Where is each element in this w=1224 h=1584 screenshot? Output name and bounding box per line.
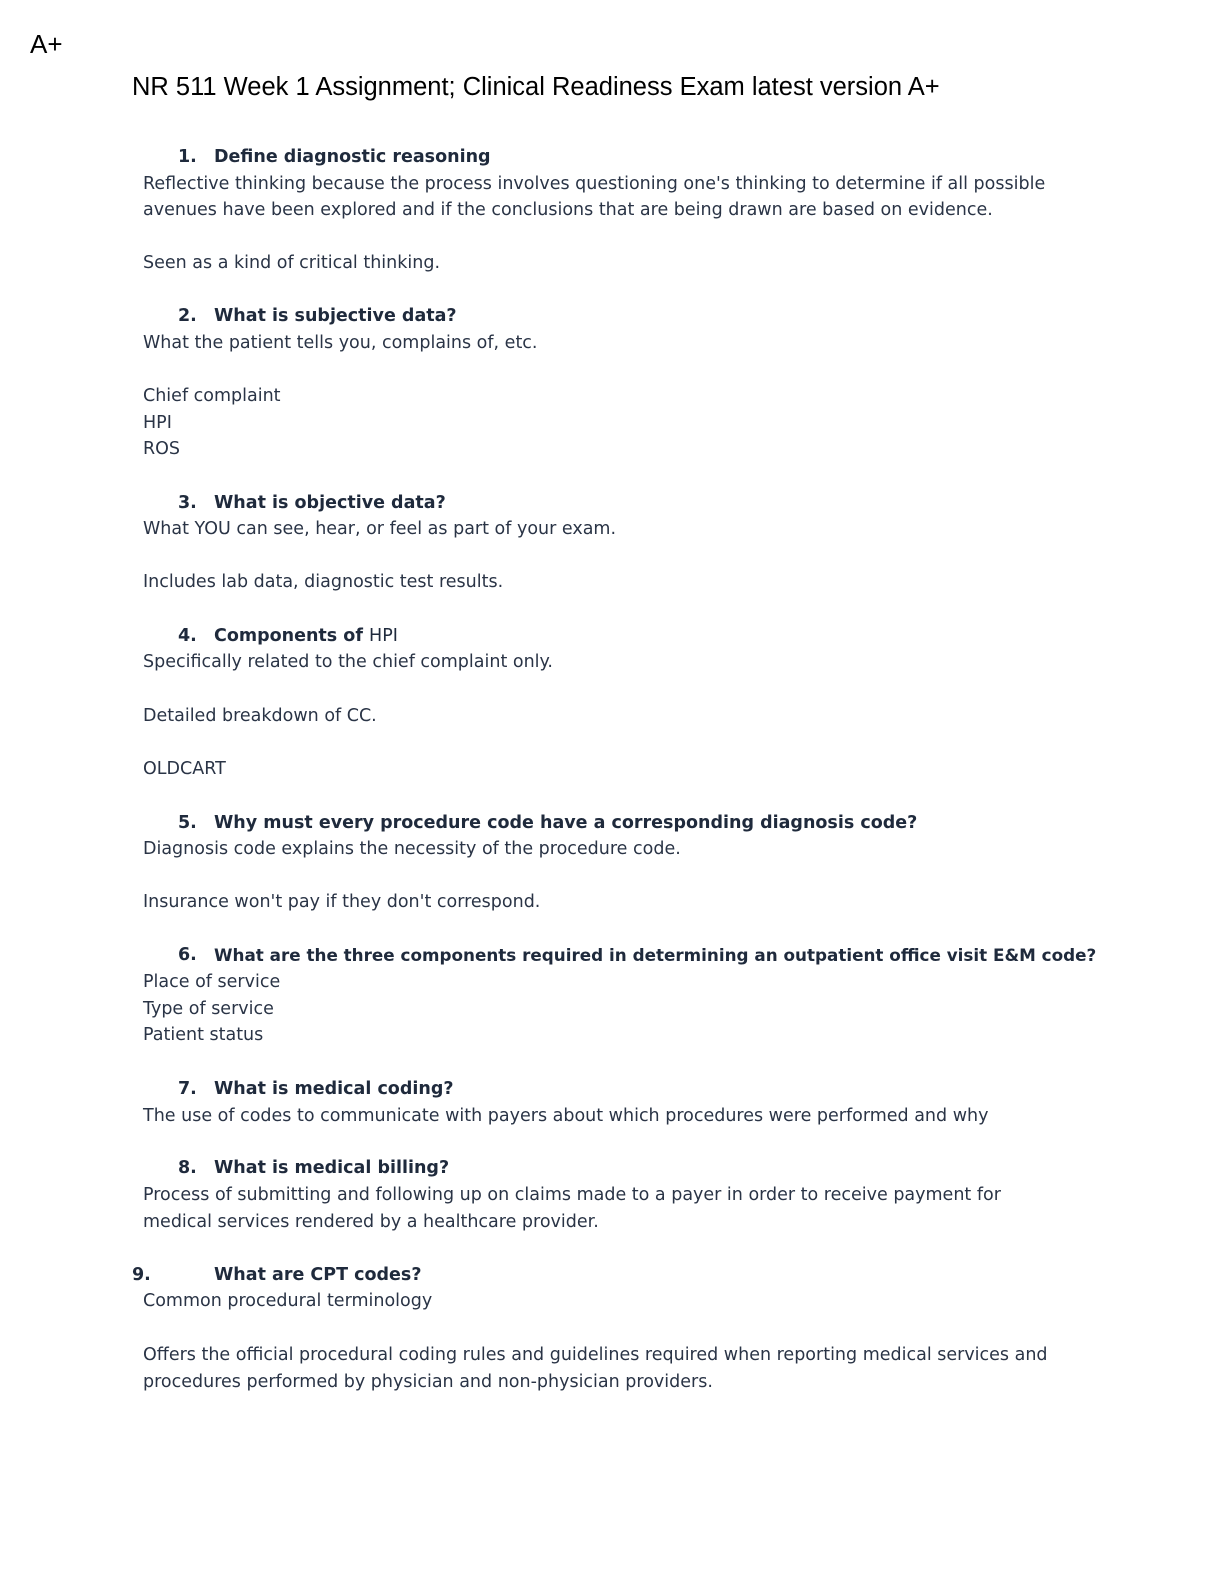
question-number: 6. [178, 945, 197, 965]
answer-line: avenues have been explored and if the conclusions that are being drawn are based on evidence. [143, 200, 993, 220]
answer-line: Reflective thinking because the process involves questioning one's thinking to determine if all possible [143, 174, 1046, 194]
question-text-bold: Components of [214, 626, 363, 646]
question-text: What are CPT codes? [214, 1265, 422, 1285]
question-number: 3. [178, 493, 197, 513]
answer-line: Specifically related to the chief complaint only. [143, 652, 553, 672]
answer-line: OLDCART [143, 759, 226, 779]
answer-line: Diagnosis code explains the necessity of the procedure code. [143, 839, 681, 859]
question-number: 7. [178, 1079, 197, 1099]
answer-line: Seen as a kind of critical thinking. [143, 253, 441, 273]
question-number: 1. [178, 147, 197, 167]
question-text: Define diagnostic reasoning [214, 147, 491, 167]
answer-line: Includes lab data, diagnostic test results. [143, 572, 504, 592]
question-text-plain: HPI [369, 626, 398, 646]
answer-line: HPI [143, 413, 172, 433]
answer-line: What the patient tells you, complains of, etc. [143, 333, 538, 353]
answer-line: Type of service [143, 999, 274, 1019]
question-number: 9. [132, 1265, 151, 1285]
question-number: 2. [178, 306, 197, 326]
answer-line: The use of codes to communicate with payers about which procedures were performed and why [143, 1106, 989, 1126]
answer-line: Process of submitting and following up on claims made to a payer in order to receive payment for [143, 1185, 1001, 1205]
answer-line: Patient status [143, 1025, 264, 1045]
answer-line: Detailed breakdown of CC. [143, 706, 377, 726]
answer-line: medical services rendered by a healthcare provider. [143, 1212, 599, 1232]
grade-mark: A+ [30, 29, 63, 59]
answer-line: Common procedural terminology [143, 1291, 433, 1311]
answer-line: Chief complaint [143, 386, 281, 406]
question-text: What is medical billing? [214, 1158, 450, 1178]
question-text: What is medical coding? [214, 1079, 454, 1099]
question-number: 8. [178, 1158, 197, 1178]
question-text: What are the three components required in determining an outpatient office visit E&M code? [214, 945, 1097, 965]
question-text: What is objective data? [214, 493, 446, 513]
answer-line: Insurance won't pay if they don't correspond. [143, 892, 541, 912]
question-text: What is subjective data? [214, 306, 457, 326]
answer-line: procedures performed by physician and non-physician providers. [143, 1372, 713, 1392]
answer-line: ROS [143, 439, 181, 459]
answer-line: Offers the official procedural coding rules and guidelines required when reporting medical services and [143, 1345, 1048, 1365]
document-title: NR 511 Week 1 Assignment; Clinical Readiness Exam latest version A+ [132, 73, 940, 101]
answer-line: What YOU can see, hear, or feel as part of your exam. [143, 519, 617, 539]
question-number: 5. [178, 813, 197, 833]
question-text: Why must every procedure code have a corresponding diagnosis code? [214, 813, 918, 833]
question-text [214, 623, 398, 649]
answer-line: Place of service [143, 972, 281, 992]
question-number: 4. [178, 626, 197, 646]
